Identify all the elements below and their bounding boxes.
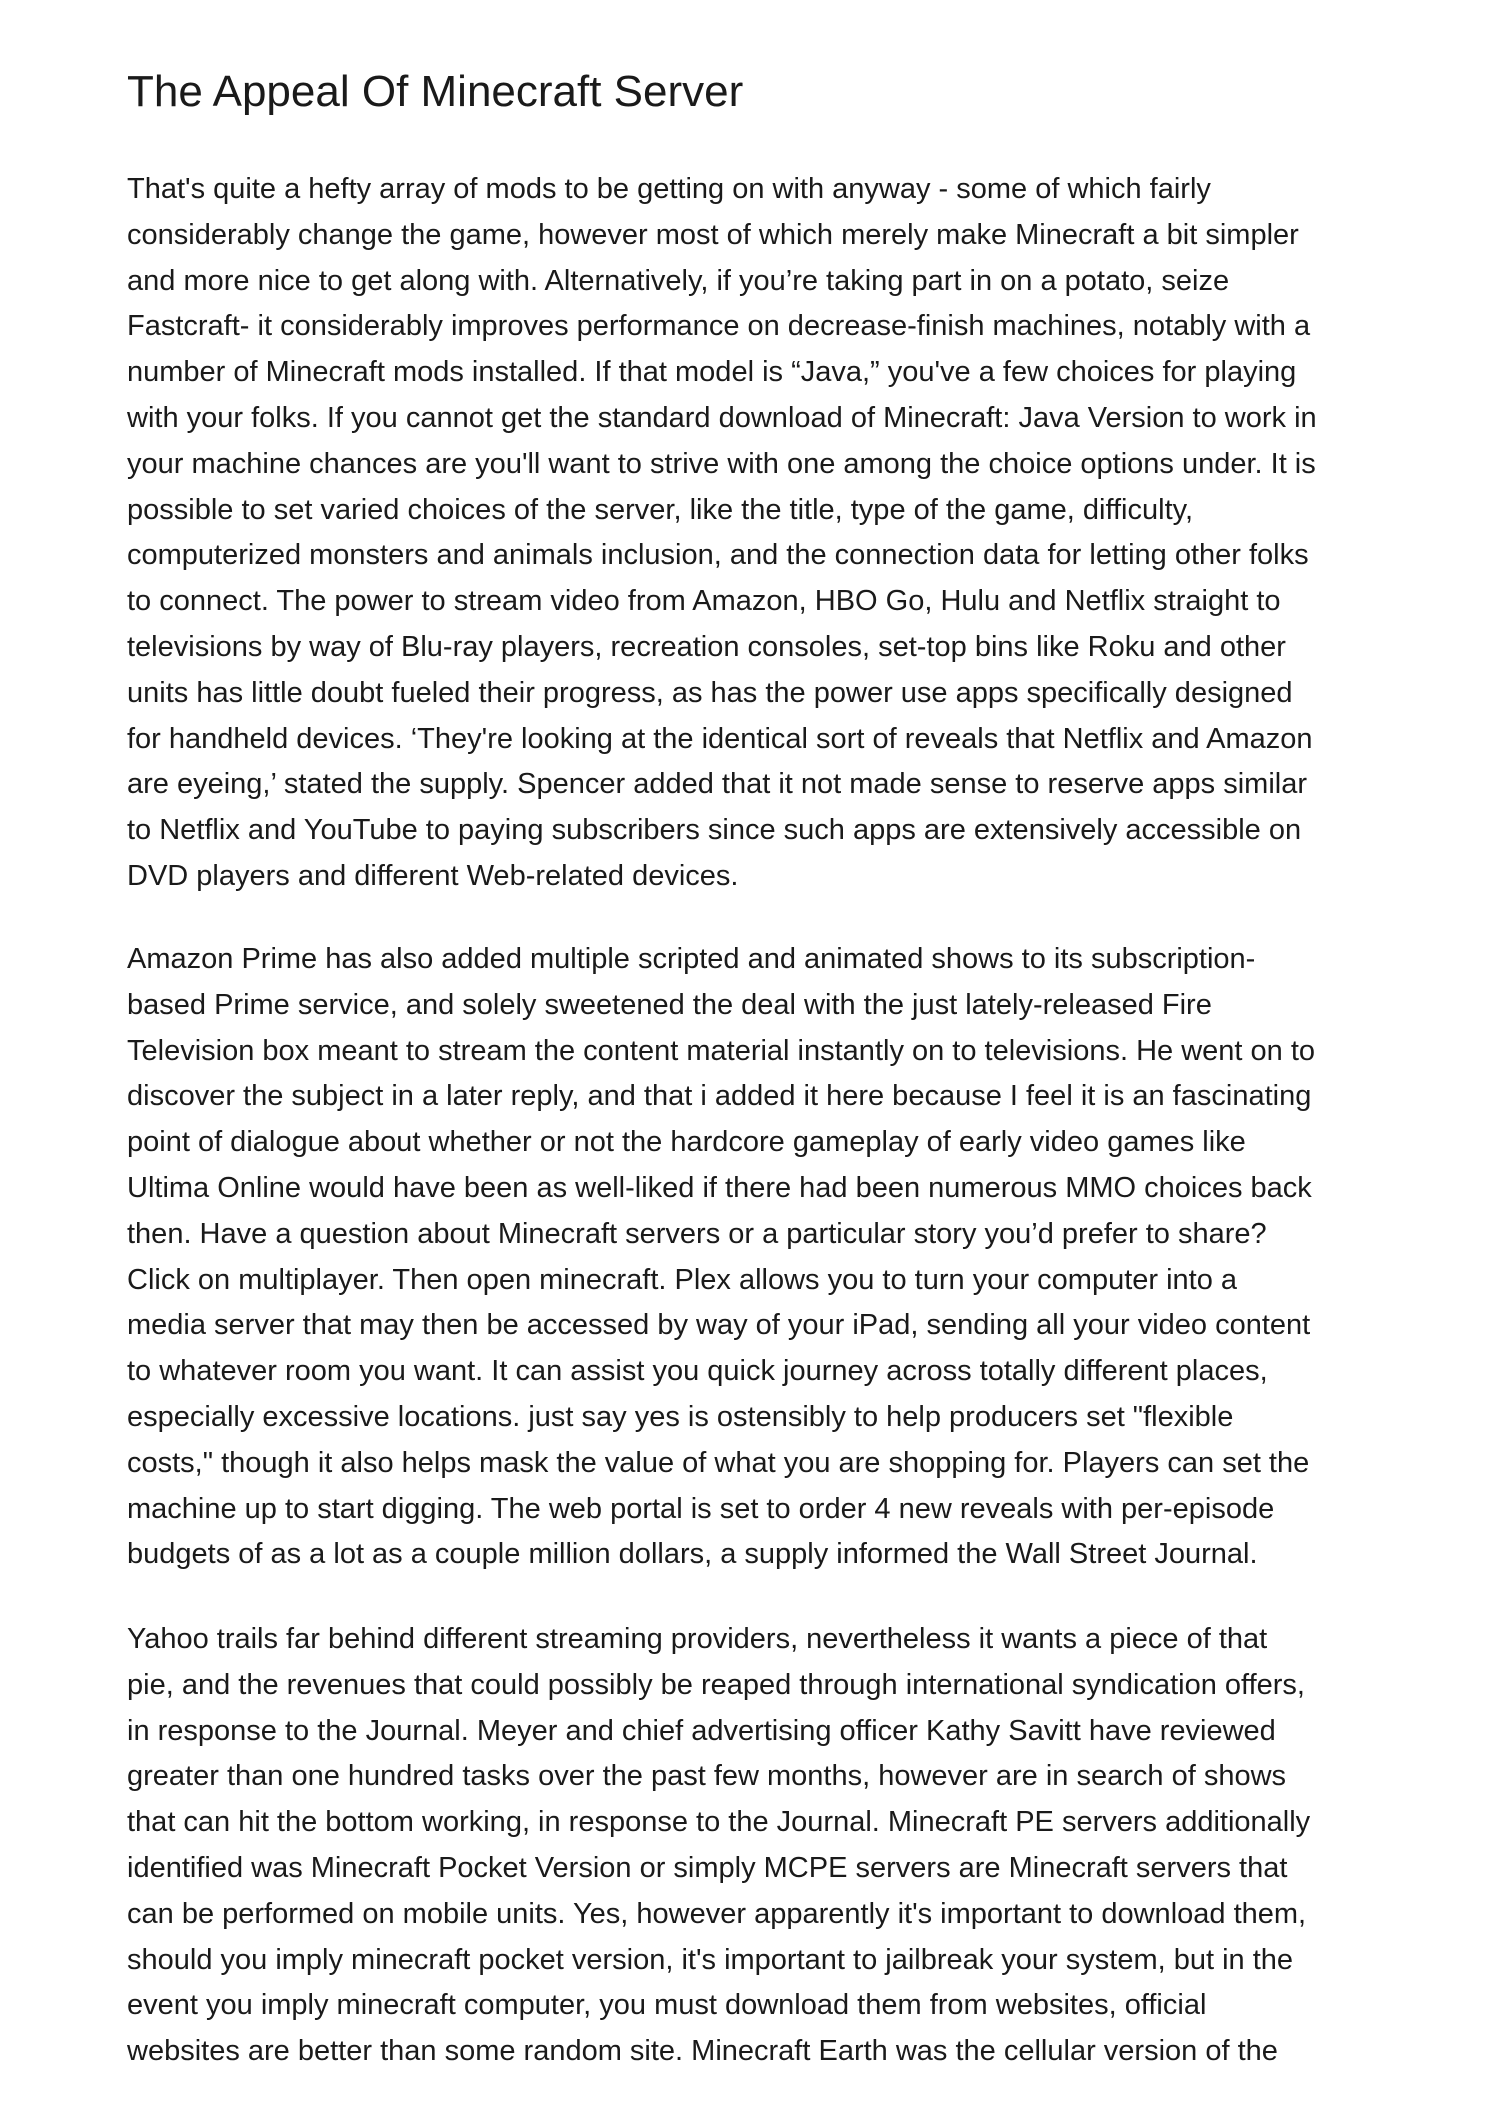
text-line: point of dialogue about whether or not the hardcore gameplay of early video games like xyxy=(127,1126,1246,1159)
text-line: Ultima Online would have been as well-liked if there had been numerous MMO choices back xyxy=(127,1171,1312,1204)
text-line: identified was Minecraft Pocket Version or simply MCPE servers are Minecraft servers that xyxy=(127,1851,1288,1884)
text-line: Click on multiplayer. Then open minecraft. Plex allows you to turn your computer into a xyxy=(127,1263,1238,1296)
text-line: greater than one hundred tasks over the past few months, however are in search of shows xyxy=(127,1760,1287,1793)
text-line: should you imply minecraft pocket version, it's important to jailbreak your system, but in the xyxy=(127,1943,1294,1976)
text-line: That's quite a hefty array of mods to be getting on with anyway - some of which fairly xyxy=(127,173,1211,205)
text-line: Television box meant to stream the content material instantly on to televisions. He went on to xyxy=(127,1034,1316,1067)
text-line: event you imply minecraft computer, you must download them from websites, official xyxy=(127,1989,1207,2022)
text-line: considerably change the game, however most of which merely make Minecraft a bit simpler xyxy=(127,218,1299,251)
page-title: The Appeal Of Minecraft Server xyxy=(127,67,744,116)
text-line: media server that may then be accessed by way of your iPad, sending all your video content xyxy=(127,1309,1311,1342)
text-line: websites are better than some random site. Minecraft Earth was the cellular version of the xyxy=(127,2035,1278,2068)
text-line: televisions by way of Blu-ray players, recreation consoles, set-top bins like Roku and other xyxy=(127,630,1286,663)
text-line: pie, and the revenues that could possibly be reaped through international syndication offers, xyxy=(127,1668,1305,1701)
text-line: DVD players and different Web-related devices. xyxy=(127,859,739,892)
text-line: then. Have a question about Minecraft servers or a particular story you’d prefer to share? xyxy=(127,1217,1267,1250)
text-line: Amazon Prime has also added multiple scripted and animated shows to its subscription- xyxy=(127,943,1256,975)
text-line: your machine chances are you'll want to strive with one among the choice options under. It is xyxy=(127,447,1316,480)
text-line: Fastcraft- it considerably improves performance on decrease-finish machines, notably with a xyxy=(127,310,1311,343)
text-line: with your folks. If you cannot get the standard download of Minecraft: Java Version to work in xyxy=(127,401,1317,434)
text-line: to Netflix and YouTube to paying subscribers since such apps are extensively accessible on xyxy=(127,814,1302,847)
text-line: to whatever room you want. It can assist you quick journey across totally different places, xyxy=(127,1355,1268,1388)
paragraph-2 xyxy=(127,937,1387,1578)
text-line: costs," though it also helps mask the value of what you are shopping for. Players can set the xyxy=(127,1446,1310,1479)
text-line: budgets of as a lot as a couple million dollars, a supply informed the Wall Street Journal. xyxy=(127,1538,1258,1571)
text-line: for handheld devices. ‘They're looking at the identical sort of reveals that Netflix and Amazon xyxy=(127,722,1313,755)
text-line: and more nice to get along with. Alternatively, if you’re taking part in on a potato, seize xyxy=(127,264,1230,297)
text-line: that can hit the bottom working, in response to the Journal. Minecraft PE servers additionally xyxy=(127,1806,1311,1839)
text-line: to connect. The power to stream video from Amazon, HBO Go, Hulu and Netflix straight to xyxy=(127,585,1281,618)
text-line: units has little doubt fueled their progress, as has the power use apps specifically designed xyxy=(127,676,1293,709)
text-line: Yahoo trails far behind different streaming providers, nevertheless it wants a piece of that xyxy=(127,1623,1268,1655)
text-line: discover the subject in a later reply, and that i added it here because I feel it is an fascinating xyxy=(127,1080,1312,1113)
text-line: based Prime service, and solely sweetened the deal with the just lately-released Fire xyxy=(127,988,1212,1021)
paragraph-1 xyxy=(127,167,1387,900)
text-line: computerized monsters and animals inclusion, and the connection data for letting other folks xyxy=(127,539,1309,572)
text-line: can be performed on mobile units. Yes, however apparently it's important to download them, xyxy=(127,1897,1307,1930)
text-line: especially excessive locations. just say yes is ostensibly to help producers set "flexible xyxy=(127,1400,1234,1433)
text-line: number of Minecraft mods installed. If that model is “Java,” you've a few choices for playing xyxy=(127,356,1297,389)
text-line: are eyeing,’ stated the supply. Spencer added that it not made sense to reserve apps similar xyxy=(127,768,1308,801)
text-line: in response to the Journal. Meyer and chief advertising officer Kathy Savitt have reviewed xyxy=(127,1714,1276,1747)
paragraph-3 xyxy=(127,1617,1387,2075)
text-line: possible to set varied choices of the server, like the title, type of the game, difficulty, xyxy=(127,493,1194,526)
text-line: machine up to start digging. The web portal is set to order 4 new reveals with per-episode xyxy=(127,1492,1275,1525)
